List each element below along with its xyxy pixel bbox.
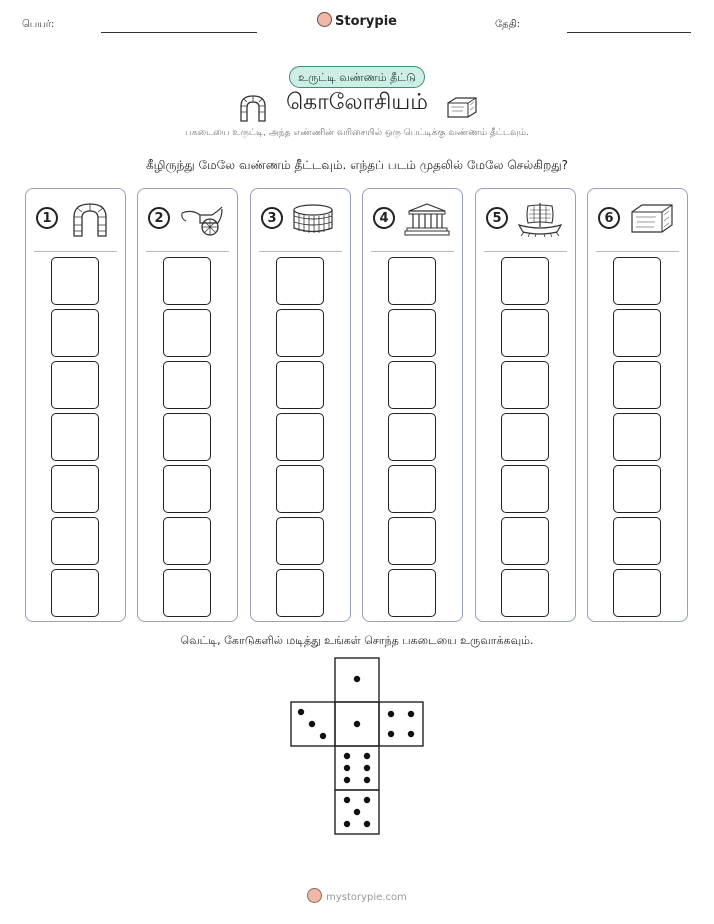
dice-column-3 xyxy=(250,188,351,622)
color-box[interactable] xyxy=(51,413,99,461)
color-box[interactable] xyxy=(51,465,99,513)
color-box[interactable] xyxy=(613,517,661,565)
footer-url[interactable]: mystorypie.com xyxy=(326,892,407,903)
column-divider xyxy=(146,251,229,252)
color-box[interactable] xyxy=(163,361,211,409)
page-title: கொலோசியம் xyxy=(286,90,428,115)
color-box[interactable] xyxy=(163,413,211,461)
color-box[interactable] xyxy=(501,465,549,513)
instruction: கீழிருந்து மேலே வண்ணம் தீட்டவும். எந்தப் படம் முதலில் மேலே செல்கிறது? xyxy=(145,158,569,172)
color-box[interactable] xyxy=(388,413,436,461)
activity-badge: உருட்டி வண்ணம் தீட்டு xyxy=(289,66,425,88)
color-box[interactable] xyxy=(388,517,436,565)
color-box[interactable] xyxy=(501,309,549,357)
column-divider xyxy=(484,251,567,252)
die-face-4 xyxy=(379,702,423,746)
color-box[interactable] xyxy=(501,257,549,305)
color-box[interactable] xyxy=(613,465,661,513)
color-box[interactable] xyxy=(163,257,211,305)
color-box[interactable] xyxy=(613,361,661,409)
column-number: 3 xyxy=(261,207,283,229)
color-box[interactable] xyxy=(501,413,549,461)
stone-block-icon xyxy=(446,95,478,119)
color-box[interactable] xyxy=(613,309,661,357)
color-box[interactable] xyxy=(276,361,324,409)
color-box[interactable] xyxy=(501,569,549,617)
color-box[interactable] xyxy=(51,569,99,617)
color-box[interactable] xyxy=(613,569,661,617)
color-box[interactable] xyxy=(163,465,211,513)
name-line[interactable] xyxy=(101,32,257,33)
column-number: 4 xyxy=(373,207,395,229)
column-divider xyxy=(371,251,454,252)
column-number: 6 xyxy=(598,207,620,229)
dice-column-5 xyxy=(475,188,576,622)
dice-column-2 xyxy=(137,188,238,622)
brand-logo xyxy=(0,12,714,29)
subtitle: பகடையை உருட்டி, அந்த எண்ணின் வரிசையில் ஒரு பெட்டிக்கு வண்ணம் தீட்டவும். xyxy=(185,128,529,138)
column-number: 5 xyxy=(486,207,508,229)
dice-net xyxy=(290,657,426,837)
color-box[interactable] xyxy=(388,569,436,617)
chariot-icon xyxy=(178,201,226,237)
column-number: 2 xyxy=(148,207,170,229)
storypie-mascot-icon xyxy=(307,888,322,903)
color-box[interactable] xyxy=(388,257,436,305)
color-box[interactable] xyxy=(501,517,549,565)
stone-arch-icon xyxy=(66,201,114,237)
stone-block-icon xyxy=(628,201,676,237)
column-divider xyxy=(34,251,117,252)
color-box[interactable] xyxy=(388,309,436,357)
galley-ship-icon xyxy=(516,201,564,237)
color-box[interactable] xyxy=(276,309,324,357)
column-divider xyxy=(259,251,342,252)
color-box[interactable] xyxy=(163,569,211,617)
color-box[interactable] xyxy=(613,413,661,461)
color-box[interactable] xyxy=(163,517,211,565)
color-box[interactable] xyxy=(276,413,324,461)
color-box[interactable] xyxy=(276,517,324,565)
column-number: 1 xyxy=(36,207,58,229)
color-box[interactable] xyxy=(388,465,436,513)
name-label: பெயர்: xyxy=(22,19,55,30)
color-box[interactable] xyxy=(613,257,661,305)
cut-instruction: வெட்டி, கோடுகளில் மடித்து உங்கள் சொந்த பகடையை உருவாக்கவும். xyxy=(180,634,534,647)
color-box[interactable] xyxy=(51,309,99,357)
color-box[interactable] xyxy=(51,361,99,409)
brand-text: Storypie xyxy=(335,14,397,29)
color-box[interactable] xyxy=(276,465,324,513)
dice-column-1 xyxy=(25,188,126,622)
color-box[interactable] xyxy=(276,257,324,305)
storypie-mascot-icon xyxy=(317,12,332,27)
column-divider xyxy=(596,251,679,252)
color-box[interactable] xyxy=(163,309,211,357)
colosseum-icon xyxy=(291,201,339,237)
dice-column-4 xyxy=(362,188,463,622)
color-box[interactable] xyxy=(276,569,324,617)
die-face-6 xyxy=(335,746,379,790)
color-box[interactable] xyxy=(51,257,99,305)
footer xyxy=(0,888,714,903)
dice-column-6 xyxy=(587,188,688,622)
temple-icon xyxy=(403,201,451,237)
color-box[interactable] xyxy=(51,517,99,565)
date-label: தேதி: xyxy=(495,19,521,30)
date-line[interactable] xyxy=(567,32,691,33)
color-box[interactable] xyxy=(388,361,436,409)
color-box[interactable] xyxy=(501,361,549,409)
